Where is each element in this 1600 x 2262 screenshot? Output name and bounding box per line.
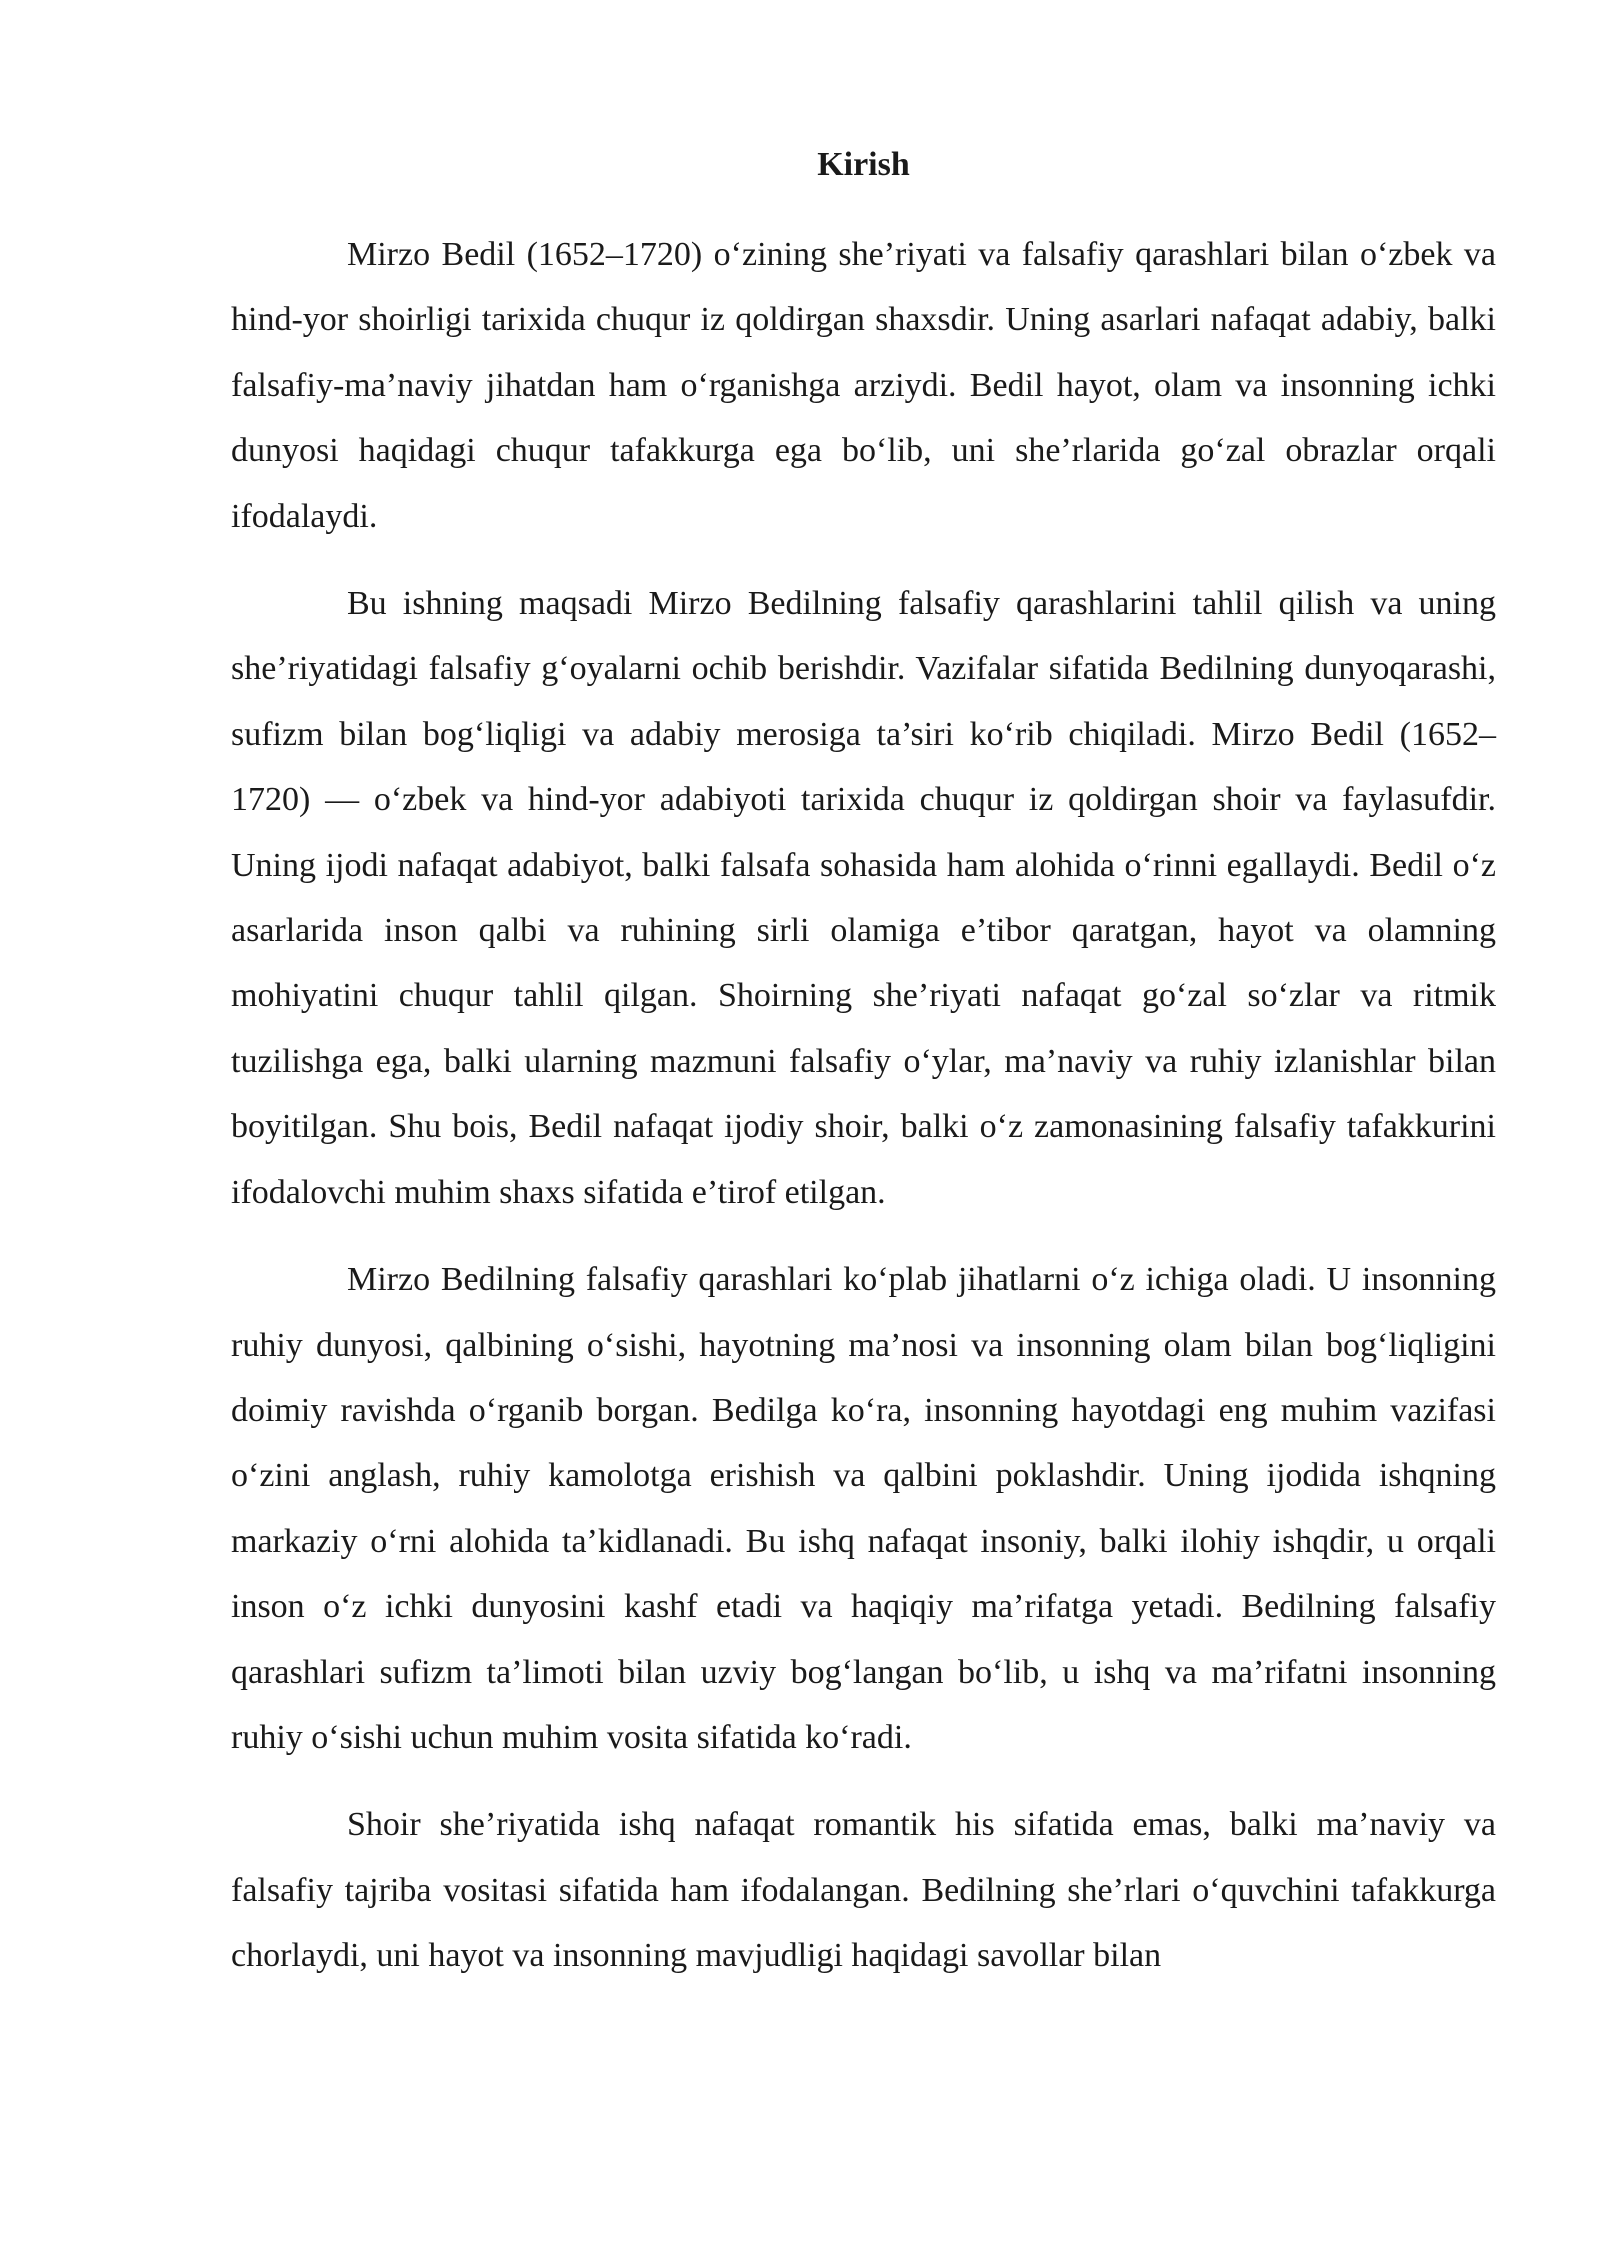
paragraph-4: Shoir she’riyatida ishq nafaqat romantik his sifatida emas, balki ma’naviy va falsafiy tajriba vositasi sifatida ham ifodalangan. Bedilning she’rlari o‘quvchini tafakkurga chorlaydi, uni hayot va insonning mavjudligi haqidagi savollar bilan xyxy=(231,1806,1496,1975)
paragraph-2: Bu ishning maqsadi Mirzo Bedilning falsafiy qarashlarini tahlil qilish va uning she’riyatidagi falsafiy g‘oyalarni ochib berishdir. Vazifalar sifatida Bedilning dunyoqarashi, sufizm bilan bog‘liqligi va adabiy merosiga ta’siri ko‘rib chiqiladi. Mirzo Bedil (1652–1720) — o‘zbek va hind-yor adabiyoti tarixida chuqur iz qoldirgan shoir va faylasufdir. Uning ijodi nafaqat adabiyot, balki falsafa sohasida ham alohida o‘rinni egallaydi. Bedil o‘z asarlarida inson qalbi va ruhining sirli olamiga e’tibor qaratgan, hayot va olamning mohiyatini chuqur tahlil qilgan. Shoirning she’riyati nafaqat go‘zal so‘zlar va ritmik tuzilishga ega, balki ularning mazmuni falsafiy o‘ylar, ma’naviy va ruhiy izlanishlar bilan boyitilgan. Shu bois, Bedil nafaqat ijodiy shoir, balki o‘z zamonasining falsafiy tafakkurini ifodalovchi muhim shaxs sifatida e’tirof etilgan. xyxy=(231,585,1496,1211)
page-title: Kirish xyxy=(817,146,910,183)
paragraph-3: Mirzo Bedilning falsafiy qarashlari ko‘plab jihatlarni o‘z ichiga oladi. U insonning ruhiy dunyosi, qalbining o‘sishi, hayotning ma’nosi va insonning olam bilan bog‘liqligini doimiy ravishda o‘rganib borgan. Bedilga ko‘ra, insonning hayotdagi eng muhim vazifasi o‘zini anglash, ruhiy kamolotga erishish va qalbini poklashdir. Uning ijodida ishqning markaziy o‘rni alohida ta’kidlanadi. Bu ishq nafaqat insoniy, balki ilohiy ishqdir, u orqali inson o‘z ichki dunyosini kashf etadi va haqiqiy ma’rifatga yetadi. Bedilning falsafiy qarashlari sufizm ta’limoti bilan uzviy bog‘langan bo‘lib, u ishq va ma’rifatni insonning ruhiy o‘sishi uchun muhim vosita sifatida ko‘radi. xyxy=(231,1261,1496,1756)
document-body xyxy=(231,148,1496,2011)
paragraph-1: Mirzo Bedil (1652–1720) o‘zining she’riyati va falsafiy qarashlari bilan o‘zbek va hind-yor shoirligi tarixida chuqur iz qoldirgan shaxsdir. Uning asarlari nafaqat adabiy, balki falsafiy-ma’naviy jihatdan ham o‘rganishga arziydi. Bedil hayot, olam va insonning ichki dunyosi haqidagi chuqur tafakkurga ega bo‘lib, uni she’rlarida go‘zal obrazlar orqali ifodalaydi. xyxy=(231,236,1496,535)
